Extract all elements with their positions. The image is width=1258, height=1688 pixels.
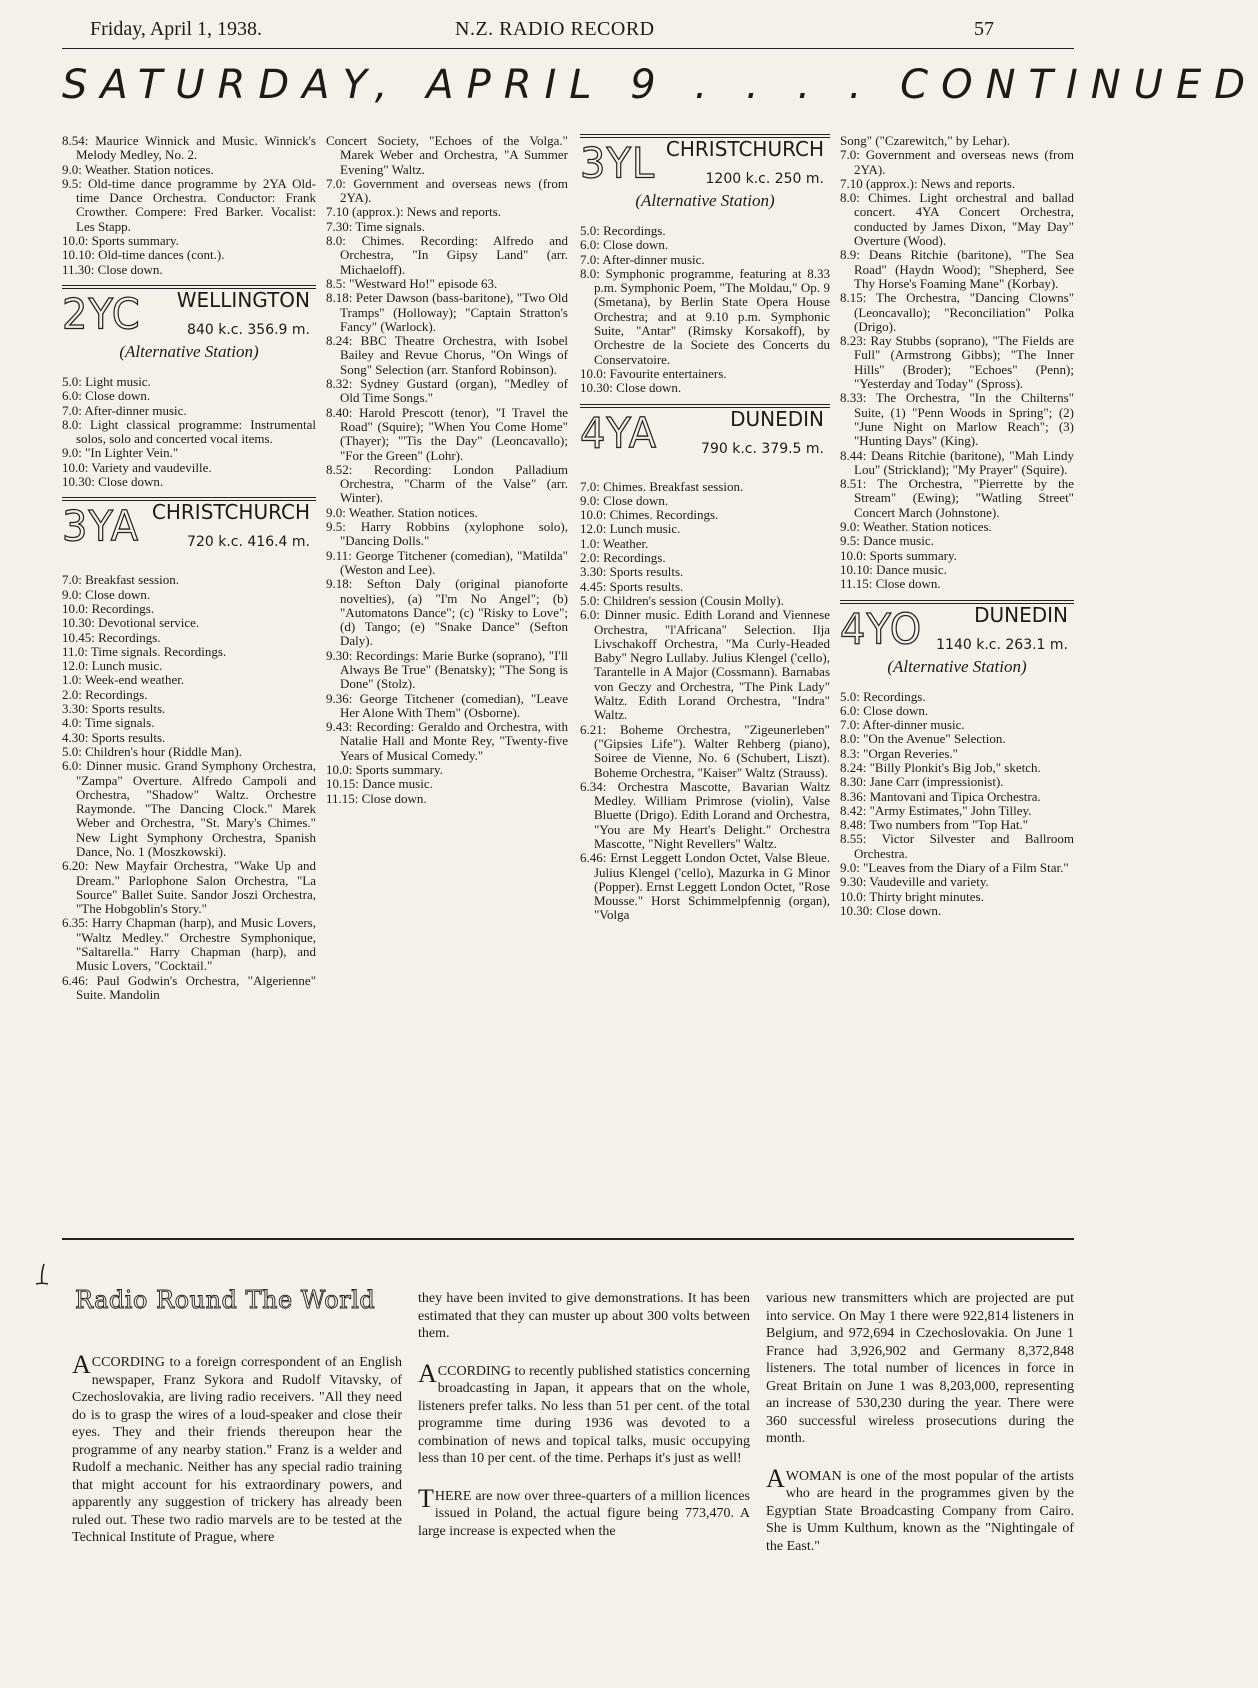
- programme-item: 3.30: Sports results.: [62, 701, 166, 717]
- programme-item: 9.0: "In Lighter Vein.": [62, 445, 179, 461]
- programme-item: 8.18: Peter Dawson (bass-baritone), "Two Old Tramps" (Holloway); "Captain Stratton's Fancy" (Warlock).: [326, 290, 568, 334]
- list-2ya-end: [62, 134, 316, 277]
- programme-item: 7.0: Chimes. Breakfast session.: [580, 478, 744, 494]
- programme-item: 6.20: New Mayfair Orchestra, "Wake Up and Dream." Parlophone Salon Orchestra, "La Source" Ballet Suite. Sandor Joszi Orchestra, "The Hobgoblin's Story.": [62, 858, 316, 917]
- programme-item: 8.55: Victor Silvester and Ballroom Orchestra.: [840, 831, 1074, 861]
- programme-item: 8.0: Chimes. Light orchestral and ballad concert. 4YA Concert Orchestra, conducted by James Dixon, "May Day" Overture (Wood).: [840, 190, 1074, 249]
- programme-item: 7.0: Government and overseas news (from 2YA).: [840, 147, 1074, 177]
- call-sign: 3YA: [62, 503, 140, 552]
- programme-item: 9.11: George Titchener (comedian), "Matilda" (Weston and Lee).: [326, 547, 568, 577]
- programme-item: 7.0: After-dinner music.: [62, 402, 187, 418]
- programme-item: 7.0: After-dinner music.: [840, 717, 965, 733]
- station-frequency: 790 k.c. 379.5 m.: [701, 440, 824, 457]
- programme-item: 6.0: Close down.: [580, 237, 669, 253]
- programme-item: 10.30: Close down.: [580, 380, 682, 396]
- programme-item: 10.0: Sports summary.: [62, 233, 179, 249]
- programme-item: 8.40: Harold Prescott (tenor), "I Travel the Road" (Squire); "When You Come Home" (Thayer); "'Tis the Day" (Leoncavallo); "For the Green" (Lohr).: [326, 404, 568, 463]
- list-3yl: [580, 224, 830, 396]
- call-sign: 2YC: [62, 290, 141, 340]
- programme-item: 5.0: Children's hour (Riddle Man).: [62, 743, 242, 759]
- programme-item: 8.5: "Westward Ho!" episode 63.: [326, 275, 498, 291]
- programme-item: 3.30: Sports results.: [580, 564, 684, 580]
- programme-item: 5.0: Recordings.: [840, 688, 926, 704]
- station-subtitle: (Alternative Station): [119, 341, 259, 361]
- programme-item: 4.30: Sports results.: [62, 729, 166, 745]
- programme-item: 2.0: Recordings.: [62, 686, 148, 702]
- programme-item: 8.51: The Orchestra, "Pierrette by the Stream" (Ewing); "Watling Street" Concert March (Johnstone).: [840, 476, 1074, 520]
- programme-item: 6.35: Harry Chapman (harp), and Music Lovers, "Waltz Medley." Orchestre Symphonique, "Saltarella." Harry Chapman (harp), and Music Lovers, "Cocktail.": [62, 915, 316, 974]
- programme-item: 10.0: Sports summary.: [840, 547, 957, 563]
- programme-item: 11.15: Close down.: [840, 576, 941, 592]
- programme-item: 8.44: Deans Ritchie (baritone), "Mah Lindy Lou" (Strickland); "My Prayer" (Squire).: [840, 447, 1074, 477]
- article-paragraph: THERE are now over three-quarters of a million licences issued in Poland, the actual figure being 773,470. A large increase is expected when the: [418, 1483, 750, 1539]
- programme-item: 11.0: Time signals. Recordings.: [62, 643, 227, 659]
- column-3: [580, 134, 830, 1224]
- programme-item: 8.0: Light classical programme: Instrumental solos, solo and concerted vocal items.: [62, 416, 316, 447]
- programme-item: 8.15: The Orchestra, "Dancing Clowns" (Leoncavallo); "Reconciliation" Polka (Drigo).: [840, 290, 1074, 334]
- programme-item: 1.0: Weather.: [580, 535, 649, 551]
- programme-item: 10.0: Favourite entertainers.: [580, 365, 727, 381]
- station-city: CHRISTCHURCH: [665, 137, 824, 161]
- programme-item: 10.0: Chimes. Recordings.: [580, 507, 719, 523]
- programme-item: 6.21: Boheme Orchestra, "Zigeunerleben" ("Gipsies Life"). Walter Rehberg (piano), Soiree de Vienne, No. 6 (Schubert, Liszt). Boheme Orchestra, "Kaiser" Waltz (Strauss).: [580, 721, 830, 780]
- programme-item: 4.0: Time signals.: [62, 715, 155, 731]
- programme-item: 8.24: "Billy Plonkit's Big Job," sketch.: [840, 759, 1041, 775]
- programme-item: Concert Society, "Echoes of the Volga." Marek Weber and Orchestra, "A Summer Evening" Waltz.: [326, 133, 568, 177]
- drop-cap: A: [766, 1463, 785, 1493]
- drop-cap: A: [72, 1350, 91, 1379]
- programme-item: 9.36: George Titchener (comedian), "Leave Her Alone With Them" (Osborne).: [326, 690, 568, 720]
- programme-item: 9.5: Harry Robbins (xylophone solo), "Dancing Dolls.": [326, 519, 568, 549]
- list-4ya-evening: [840, 134, 1074, 592]
- programme-item: 9.18: Sefton Daly (original pianoforte novelties), (a) "I'm No Angel"; (b) "Automatons Dance"; (c) "Risky to Love"; (d) Tango; (e) "Snake Dance" (Sefton Daly).: [326, 576, 568, 649]
- programme-item: Song" ("Czarewitch," by Lehar).: [840, 133, 1011, 148]
- article-paragraph: various new transmitters which are projected are put into service. On May 1 there were 922,814 listeners in Belgium, and 972,694 in Czechoslovakia. On June 1 France had 3,926,902 and Germany 8,372,848 listeners. The total number of licences in force in Great Britain on June 1 was 8,203,000, representing an increase of 530,230 during the year. There were 360 successful wireless prosecutions during the month.: [766, 1291, 1074, 1446]
- programme-item: 9.5: Dance music.: [840, 533, 934, 549]
- list-3ya: [62, 573, 316, 1002]
- programme-item: 7.0: Breakfast session.: [62, 572, 179, 588]
- running-head: [90, 18, 1074, 48]
- article-column-2: [418, 1290, 750, 1678]
- programme-item: 6.0: Dinner music. Edith Lorand and Viennese Orchestra, "l'Africana" Selection. Ilja Livschakoff Orchestra, "Ma Curly-Headed Baby" Negro Lullaby. Julius Klengel ('cello), Tarantelle in A Major (Cossmann). Barnabas von Geczy and Orchestra, "The Pink Lady" Waltz. Edith Lorand Orchestra, "Indra" Waltz.: [580, 607, 830, 723]
- programme-item: 9.0: Weather. Station notices.: [326, 504, 478, 520]
- call-sign: 4YA: [580, 409, 658, 458]
- programme-item: 10.30: Close down.: [840, 902, 942, 918]
- programme-item: 9.43: Recording: Geraldo and Orchestra, with Natalie Hall and Monte Rey, "Twenty-five Years of Musical Comedy.": [326, 719, 568, 763]
- station-subtitle: (Alternative Station): [635, 191, 775, 210]
- programme-item: 12.0: Lunch music.: [62, 658, 163, 674]
- programme-item: 6.46: Paul Godwin's Orchestra, "Algerienne" Suite. Mandolin: [62, 972, 316, 1002]
- programme-item: 5.0: Light music.: [62, 373, 151, 389]
- head-rule: [62, 48, 1074, 49]
- programme-item: 2.0: Recordings.: [580, 550, 666, 566]
- programme-item: 7.30: Time signals.: [326, 218, 425, 234]
- programme-item: 8.52: Recording: London Palladium Orchestra, "Charm of the Valse" (arr. Winter).: [326, 461, 568, 506]
- programme-item: 10.0: Thirty bright minutes.: [840, 888, 984, 904]
- programme-item: 10.45: Recordings.: [62, 629, 161, 645]
- programme-item: 1.0: Week-end weather.: [62, 672, 185, 688]
- column-4: [840, 134, 1074, 1224]
- station-city: WELLINGTON: [176, 287, 310, 312]
- programme-item: 8.32: Sydney Gustard (organ), "Medley of Old Time Songs.": [326, 376, 568, 406]
- programme-item: 9.0: Weather. Station notices.: [62, 161, 214, 177]
- list-2yc: [62, 375, 316, 489]
- call-sign: 4YO: [840, 605, 923, 654]
- programme-item: 8.3: "Organ Reveries.": [840, 745, 958, 761]
- programme-item: 10.10: Old-time dances (cont.).: [62, 247, 225, 263]
- publication-name: N.Z. RADIO RECORD: [455, 18, 655, 40]
- call-sign: 3YL: [580, 139, 656, 189]
- station-frequency: 1200 k.c. 250 m.: [705, 171, 824, 187]
- programme-item: 7.10 (approx.): News and reports.: [840, 175, 1016, 191]
- article-column-3: [766, 1290, 1074, 1678]
- programme-item: 8.9: Deans Ritchie (baritone), "The Sea Road" (Haydn Wood); "Shepherd, See Thy Horse's Foaming Mane" (Korbay).: [840, 247, 1074, 291]
- programme-item: 8.42: "Army Estimates," John Tilley.: [840, 802, 1032, 818]
- station-city: DUNEDIN: [974, 602, 1068, 627]
- programme-item: 8.0: Chimes. Recording: Alfredo and Orchestra, "In Gipsy Land" (arr. Michaeloff).: [326, 233, 568, 277]
- programme-item: 11.30: Close down.: [62, 261, 163, 277]
- programme-item: 11.15: Close down.: [326, 790, 427, 806]
- programme-item: 7.0: Government and overseas news (from 2YA).: [326, 175, 568, 206]
- programme-item: 9.5: Old-time dance programme by 2YA Old-time Dance Orchestra. Conductor: Frank Crowther. Compere: Fred Barker. Vocalist: Les Stapp.: [62, 175, 316, 234]
- programme-item: 12.0: Lunch music.: [580, 521, 681, 537]
- list-4yo: [840, 690, 1074, 919]
- programme-item: 5.0: Recordings.: [580, 223, 666, 238]
- drop-cap: T: [418, 1483, 434, 1513]
- list-3ya-evening: [326, 134, 568, 806]
- station-header-3ya: [62, 497, 316, 567]
- programme-item: 10.10: Dance music.: [840, 561, 947, 577]
- programme-item: 4.45: Sports results.: [580, 578, 684, 594]
- programme-item: 8.24: BBC Theatre Orchestra, with Isobel Bailey and Revue Chorus, "On Wings of Song" Selection (arr. Stanford Robinson).: [326, 333, 568, 377]
- station-frequency: 720 k.c. 416.4 m.: [187, 534, 310, 551]
- programme-item: 10.30: Devotional service.: [62, 615, 200, 631]
- programme-item: 8.23: Ray Stubbs (soprano), "The Fields are Full" (Armstrong Gibbs); "The Inner Hills" (Broder); "Echoes" (Penn); "Yesterday and Today" (Spross).: [840, 333, 1074, 392]
- programme-item: 8.36: Mantovani and Tipica Orchestra.: [840, 788, 1041, 804]
- programme-item: 6.0: Close down.: [840, 702, 929, 718]
- article-paragraph: AWOMAN is one of the most popular of the artists who are heard in the programmes given by the Egyptian State Broadcasting Company from Cairo. She is Umm Kulthum, known as the "Nightingale of the East.": [766, 1463, 1074, 1554]
- programme-item: 10.30: Close down.: [62, 474, 164, 490]
- programme-item: 10.15: Dance music.: [326, 776, 433, 792]
- programme-item: 8.0: Symphonic programme, featuring at 8.33 p.m. Symphonic Poem, "The Moldau," Op. 9 (Smetana), by Berlin State Opera House Orchestra; and at 9.10 p.m. Symphonic Suite, "Antar" (Rimsky Korsakoff), by Orchestre de la Societe des Concerts du Conservatoire.: [580, 265, 830, 367]
- station-city: DUNEDIN: [730, 406, 824, 431]
- programme-item: 10.0: Variety and vaudeville.: [62, 459, 212, 475]
- station-frequency: 840 k.c. 356.9 m.: [187, 321, 310, 338]
- programme-item: 6.46: Ernst Leggett London Octet, Valse Bleue. Julius Klengel ('cello), Mazurka in G Minor (Popper). Ernst Leggett London Octet, "Rose Mousse." Horst Schimmelpfennig (organ), "Volga: [580, 850, 830, 923]
- article-paragraph: they have been invited to give demonstrations. It has been estimated that they can muster up about 300 volts between them.: [418, 1291, 750, 1341]
- programme-item: 10.0: Recordings.: [62, 600, 155, 616]
- station-city: CHRISTCHURCH: [151, 500, 310, 525]
- programme-item: 6.0: Close down.: [62, 388, 151, 404]
- programme-item: 10.0: Sports summary.: [326, 762, 443, 778]
- programme-item: 6.34: Orchestra Mascotte, Bavarian Waltz Medley. William Primrose (violin), Valse Bluette (Drigo). Edith Lorand and Orchestra, "You are My Heart's Delight." Orchestra Mascotte, "Night Revellers" Waltz.: [580, 778, 830, 851]
- issue-date: Friday, April 1, 1938.: [90, 18, 263, 40]
- article-column-1: [72, 1350, 402, 1678]
- article-paragraph: ACCORDING to recently published statistics concerning broadcasting in Japan, it appears that on the whole, listeners prefer talks. No less than 51 per cent. of the total programme time during 1936 was devoted to a combination of news and topical talks, music occupying less than 10 per cent. of the time. Perhaps it's just as well!: [418, 1358, 750, 1466]
- programme-item: 8.54: Maurice Winnick and Music. Winnick's Melody Medley, No. 2.: [62, 133, 316, 163]
- programme-item: 9.30: Recordings: Marie Burke (soprano), "I'll Always Be True" (Benatsky); "The Song is Done" (Stolz).: [326, 647, 568, 692]
- drop-cap: A: [418, 1358, 437, 1388]
- station-header-3yl: [580, 134, 830, 218]
- programme-item: 6.0: Dinner music. Grand Symphony Orchestra, "Zampa" Overture. Alfredo Campoli and Orchestra, "Shadow" Waltz. Orchestre Raymonde. "The Dancing Clock." Marek Weber and Orchestra, "St. Mary's Chimes." New Light Symphony Orchestra, Spanish Dance, No. 1 (Moszkowski).: [62, 758, 316, 859]
- programme-item: 9.30: Vaudeville and variety.: [840, 874, 989, 890]
- programme-item: 8.33: The Orchestra, "In the Chilterns" Suite, (1) "Penn Woods in Spring"; (2) "June Night on Marlow Reach"; (3) "Hunting Days" (King).: [840, 390, 1074, 449]
- station-frequency: 1140 k.c. 263.1 m.: [936, 636, 1068, 653]
- list-4ya: [580, 480, 830, 923]
- column-2: [326, 134, 568, 1224]
- programme-item: 9.0: Weather. Station notices.: [840, 519, 992, 535]
- section-rule: [62, 1238, 1074, 1240]
- programme-item: 5.0: Children's session (Cousin Molly).: [580, 592, 784, 608]
- programme-item: 7.0: After-dinner music.: [580, 251, 705, 267]
- programme-item: 8.0: "On the Avenue" Selection.: [840, 731, 1006, 747]
- station-header-4yo: [840, 600, 1074, 684]
- station-header-2yc: [62, 285, 316, 369]
- page-number: 57: [974, 18, 994, 40]
- station-subtitle: (Alternative Station): [887, 656, 1027, 676]
- programme-item: 7.10 (approx.): News and reports.: [326, 204, 502, 220]
- programme-item: 8.48: Two numbers from "Top Hat.": [840, 817, 1029, 833]
- article-title: Radio Round The World: [75, 1286, 376, 1314]
- programme-item: 8.30: Jane Carr (impressionist).: [840, 774, 1004, 790]
- programme-item: 9.0: "Leaves from the Diary of a Film Star.": [840, 860, 1069, 876]
- day-banner: SATURDAY, APRIL 9 . . . . CONTINUED: [62, 62, 1258, 108]
- programme-item: 9.0: Close down.: [580, 492, 669, 508]
- column-1: [62, 134, 316, 1224]
- article-paragraph: ACCORDING to a foreign correspondent of an English newspaper, Franz Sykora and Rudolf Vitavsky, of Czechoslovakia, are living radio receivers. "All they need do is to grasp the wires of a loud-speaker and close their eyes. They and their friends thereupon hear the programme of any nearby station." Franz is a welder and Rudolf a mechanic. Neither has any special radio training that might account for his extraordinary powers, and apparently any suggestion of trickery has already been ruled out. These two radio marvels are to be tested at the Technical Institute of Prague, where: [72, 1350, 402, 1545]
- programme-item: 9.0: Close down.: [62, 586, 151, 602]
- station-header-4ya: [580, 404, 830, 474]
- margin-mark-icon: [32, 1262, 50, 1288]
